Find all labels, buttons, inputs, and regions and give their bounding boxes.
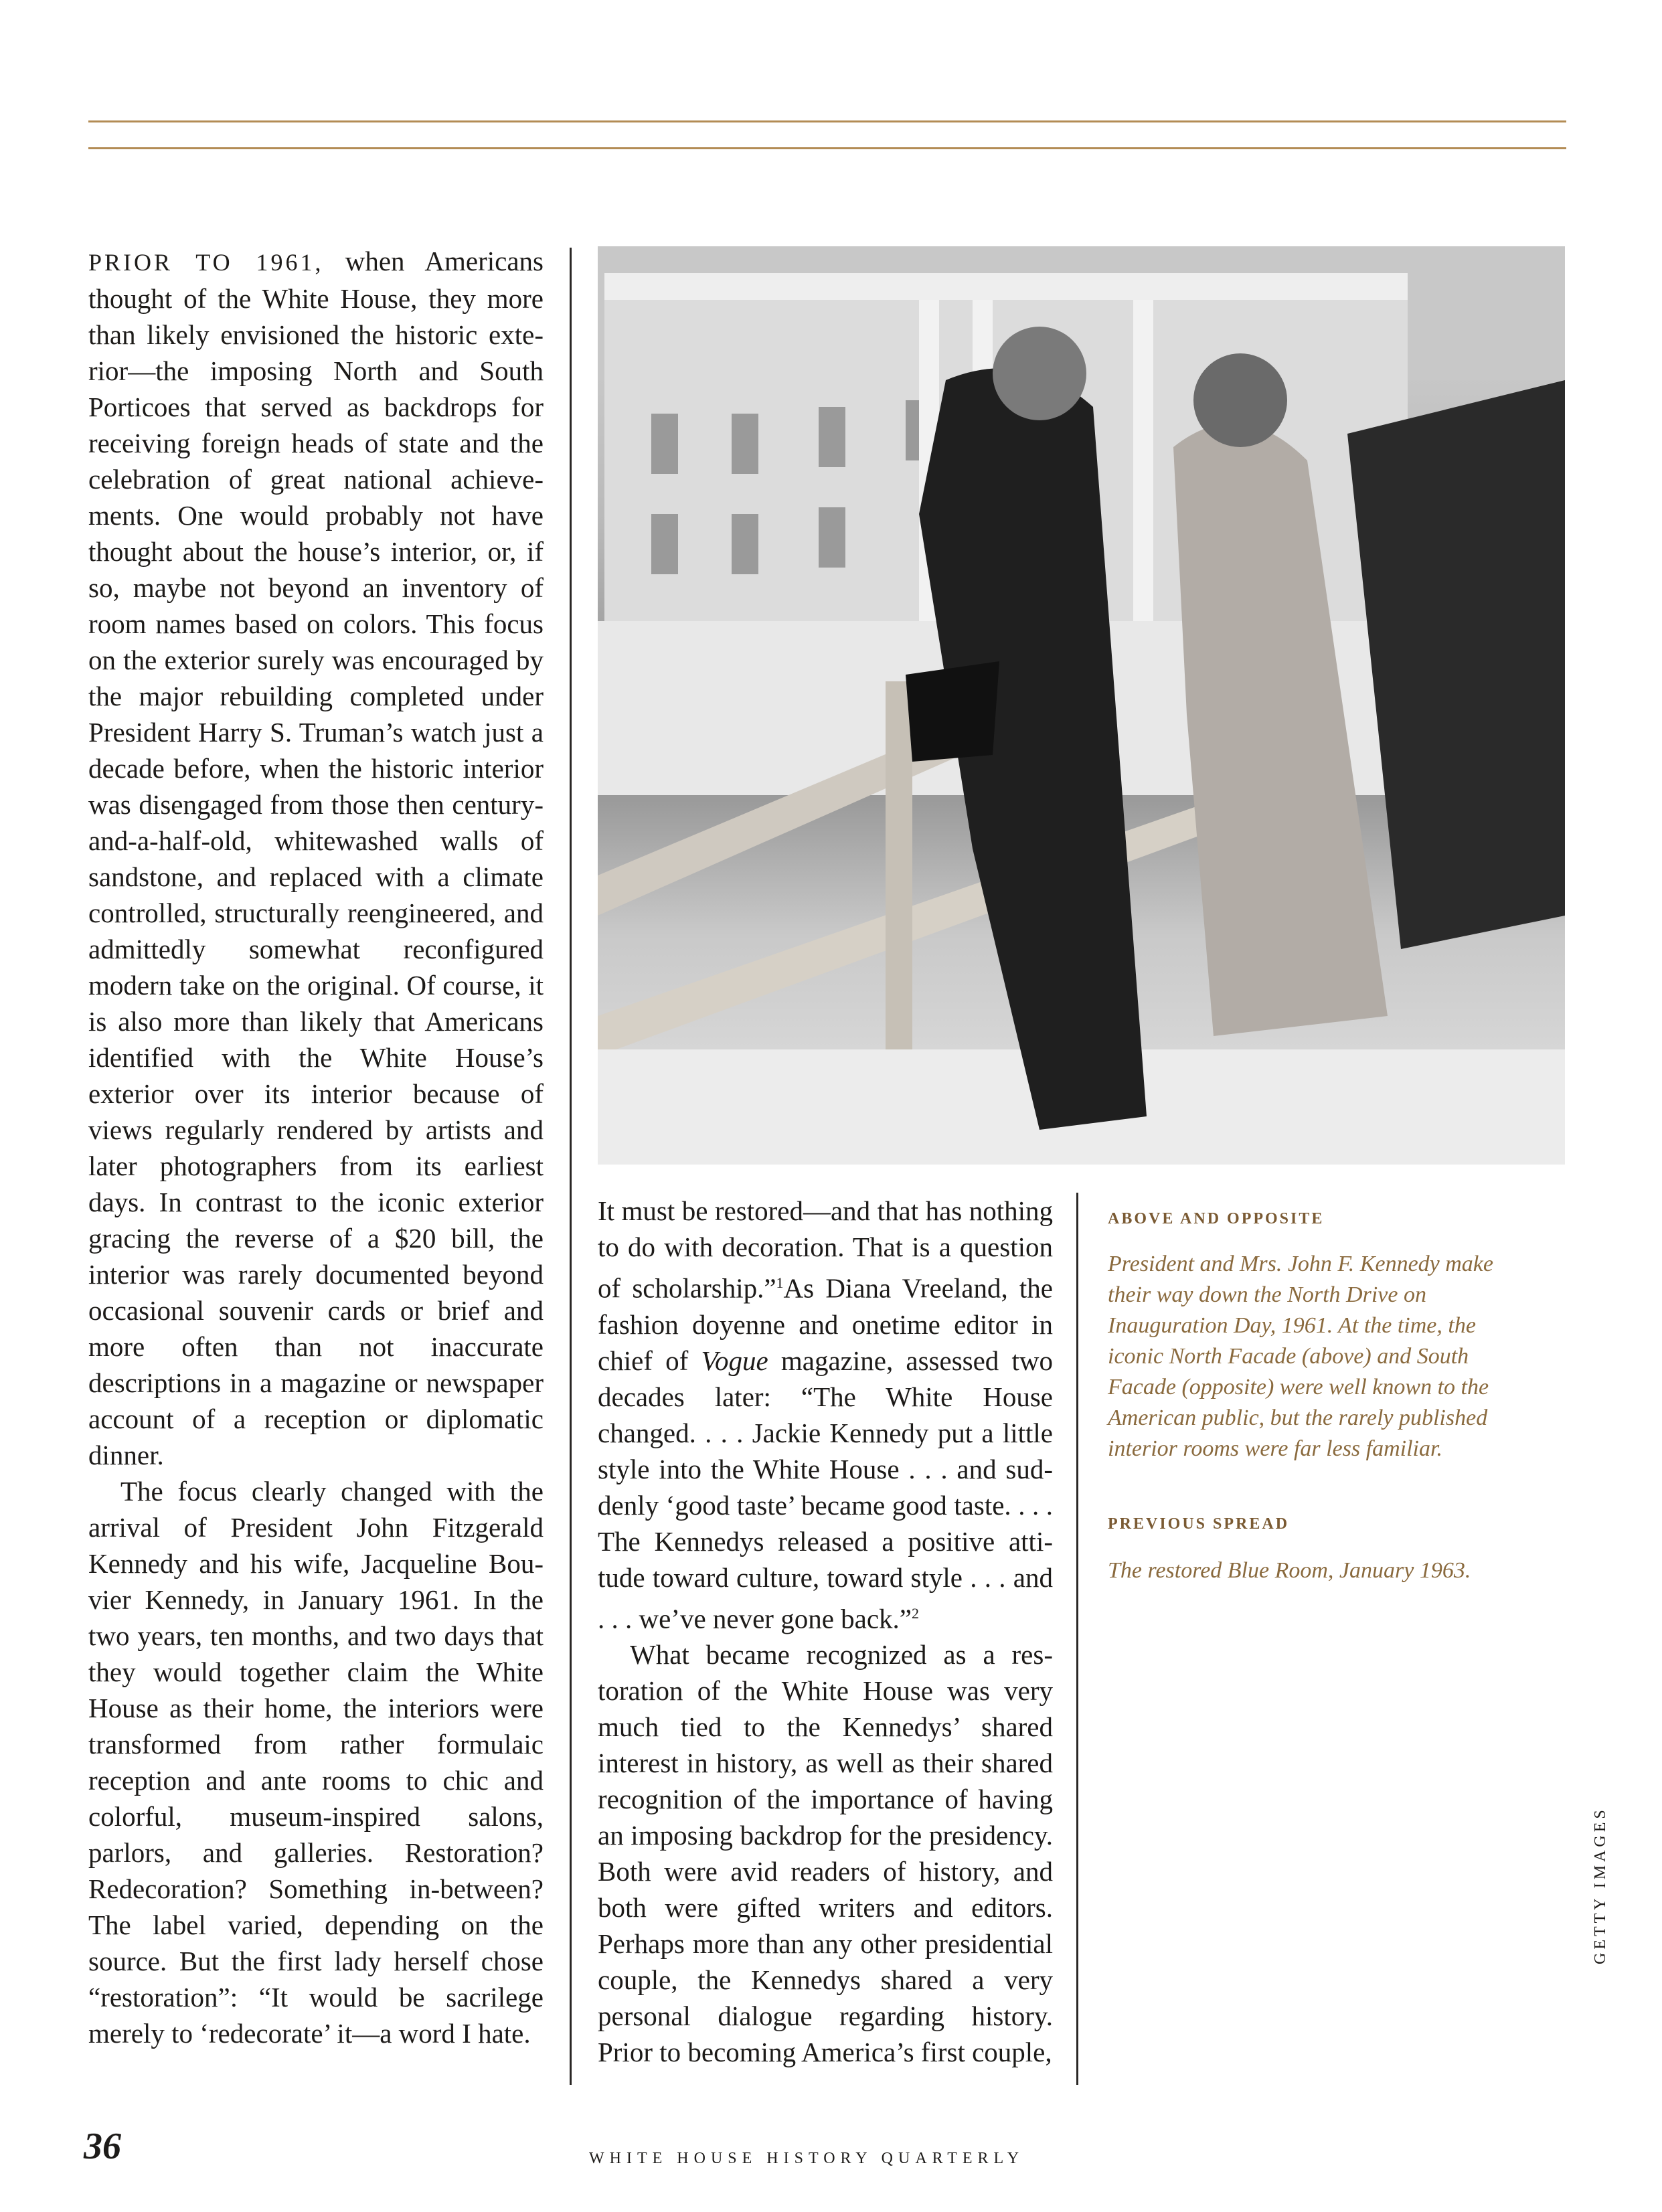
column-divider-1	[570, 248, 572, 2085]
paragraph-1-text: when Americans thought of the White House, they more than likely envisioned the historic exterior—the imposing North and South Porticoes that served as backdrops for receiving foreign heads of state and the celebration of great national achievements. One would probably not have thought about the house’s interior, or, if so, maybe not beyond an inventory of room names based on colors. This focus on the exterior surely was encouraged by the major rebuilding completed under President Harry S. Truman’s watch just a decade before, when the historic interior was disengaged from those then century-and-a-half-old, whitewashed walls of sandstone, and replaced with a climate controlled, structurally reengineered, and admittedly somewhat reconfigured modern take on the original. Of course, it is also more than likely that Americans identified with the White House’s exterior over its interior because of views regularly rendered by artists and later photographers from its earliest days. In contrast to the iconic exterior gracing the reverse of a $20 bill, the interior was rarely documented beyond occasional souvenir cards or brief and more often than not inaccurate descriptions in a magazine or newspaper account of a reception or diplomatic dinner.	[88, 246, 544, 1470]
column-divider-2	[1076, 1193, 1078, 2085]
caption-text-above: President and Mrs. John F. Kennedy make their way down the North Drive on Inauguration Day, 1961. At the time, the iconic North Facade (above) and South Facade (opposite) were well known to the American public, but the rarely published interior rooms were far less familiar.	[1108, 1252, 1493, 1461]
photo-illustration	[598, 246, 1565, 1165]
page-number: 36	[84, 2126, 121, 2167]
photo-credit: GETTY IMAGES	[1592, 1806, 1609, 1964]
paragraph-4: What became recognized as a restoration of the White House was very much tied to the Kennedys’ shared interest in history, as well as their shared recognition of the importance of having an imposing backdrop for the presidency. Both were avid readers of history, and both were gifted writers and editors. Perhaps more than any other presidential couple, the Kennedys shared a very personal dialogue regarding history. Prior to becoming America’s first couple,	[598, 1639, 1053, 2068]
endnote-2: 2	[912, 1604, 919, 1622]
top-rule-upper	[88, 120, 1566, 122]
top-rule-lower	[88, 147, 1566, 149]
photo-kennedys-north-drive	[598, 246, 1565, 1165]
paragraph-3	[598, 1193, 1053, 1636]
endnote-1: 1	[776, 1274, 784, 1291]
paragraph-3-text-c: magazine, assessed two decades later: “The White House changed. . . . Jackie Kennedy put a little style into the White House . . . and suddenly ‘good taste’ became good taste. . . . The Kennedys released a positive attitude toward culture, toward style . . . and . . . we’ve never gone back.”	[598, 1345, 1053, 1634]
running-footer-title: WHITE HOUSE HISTORY QUARTERLY	[589, 2150, 1025, 2167]
paragraph-3-text-a: It must be restored—and that has nothing to do with decoration. That is a question of scholarship.”	[598, 1195, 1053, 1304]
magazine-title: Vogue	[701, 1345, 768, 1376]
paragraph-1	[88, 243, 544, 1473]
paragraph-2: The focus clearly changed with the arrival of President John Fitzgerald Kennedy and his wife, Jacqueline Bouvier Kennedy, in January 1961. In the two years, ten months, and two days that they would together claim the White House as their home, the interiors were transformed from rather formulaic reception and ante rooms to chic and colorful, museum-inspired salons, parlors, and galleries. Restoration? Redecoration? Something in-between? The label varied, depending on the source. But the first lady herself chose “restoration”: “It would be sacrilege merely to ‘redecorate’ it—a word I hate.	[88, 1476, 544, 2049]
paragraph-3-text-b: As Diana Vreeland, the fashion doyenne and onetime editor in chief of	[598, 1272, 1053, 1376]
body-column-1	[88, 243, 544, 2051]
caption-heading-above: ABOVE AND OPPOSITE	[1108, 1210, 1325, 1227]
caption-text-previous: The restored Blue Room, January 1963.	[1108, 1558, 1471, 1583]
caption-heading-previous: PREVIOUS SPREAD	[1108, 1515, 1290, 1533]
lead-in: PRIOR TO 1961,	[88, 249, 324, 276]
body-column-2	[598, 1193, 1053, 2070]
